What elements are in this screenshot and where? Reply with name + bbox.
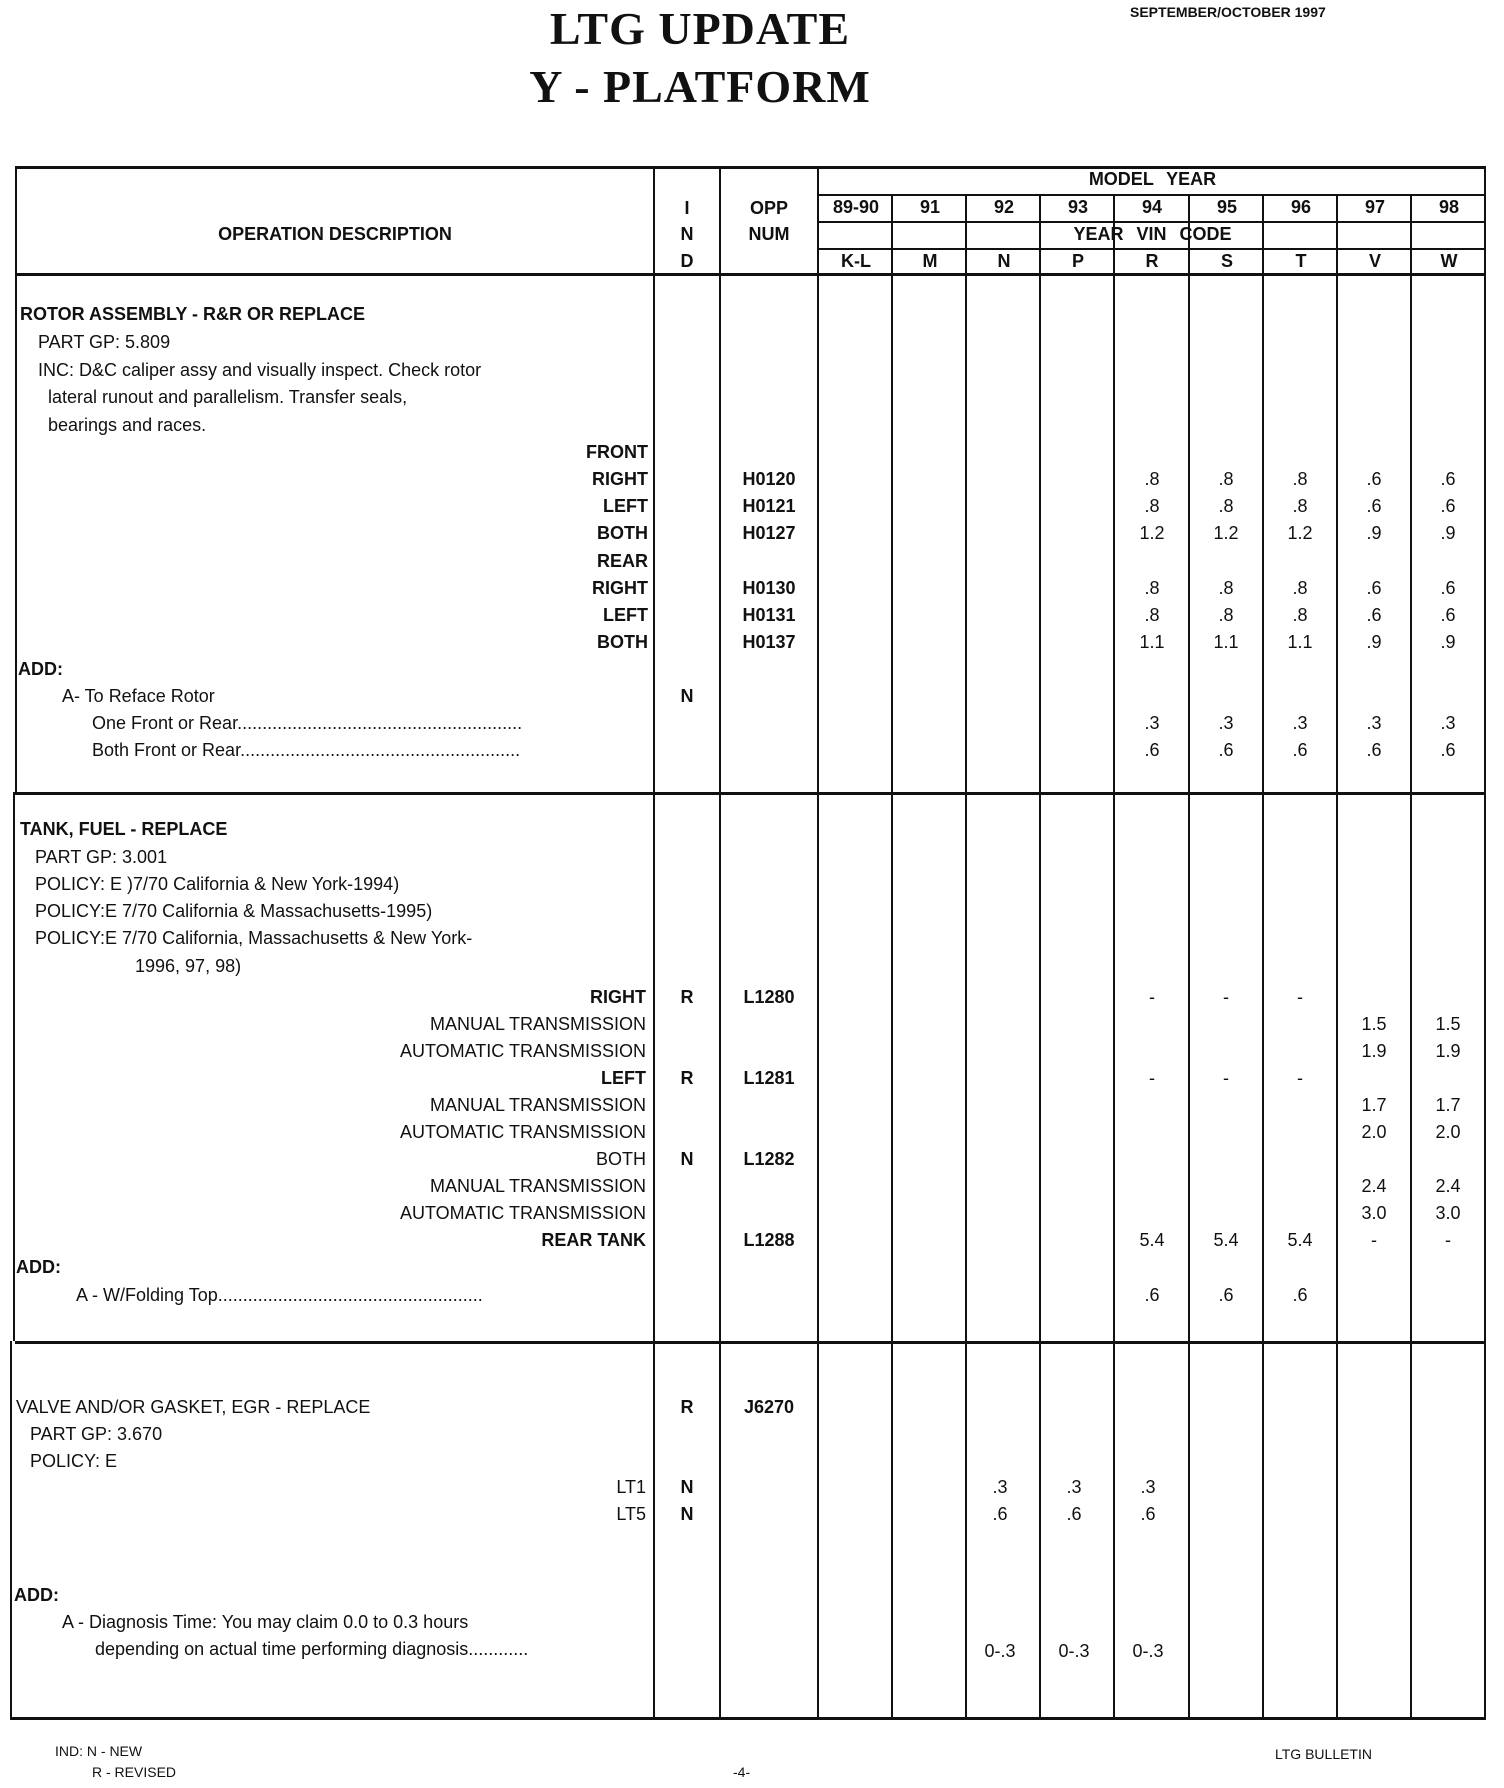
section-divider-2 xyxy=(15,1341,1486,1344)
page-number: -4- xyxy=(733,1764,751,1780)
value-cell: .6 xyxy=(992,1504,1008,1524)
col-divider-opp xyxy=(817,166,819,1719)
rotor-add-a: A- To Reface Rotor xyxy=(62,686,215,706)
year-row-divider xyxy=(819,221,1486,223)
year-92: 92 xyxy=(993,197,1015,217)
footer-ind-revised: R - REVISED xyxy=(92,1764,177,1780)
vin-t: T xyxy=(1295,251,1307,271)
value-cell: .6 xyxy=(1440,605,1456,625)
valve-add-label: ADD: xyxy=(14,1585,59,1605)
section-divider-1 xyxy=(15,792,1486,795)
tank-both-label: BOTH xyxy=(595,1149,646,1169)
value-cell: .6 xyxy=(1292,740,1308,760)
value-cell: 1.2 xyxy=(1213,523,1239,543)
value-cell: .6 xyxy=(1218,1285,1234,1305)
value-cell: .8 xyxy=(1292,496,1308,516)
value-cell: 1.7 xyxy=(1361,1095,1387,1115)
rotor-add-label: ADD: xyxy=(18,659,63,679)
value-cell: 0-.3 xyxy=(984,1641,1016,1661)
year-93: 93 xyxy=(1067,197,1089,217)
value-cell: 3.0 xyxy=(1435,1203,1461,1223)
tank-right-auto-label: AUTOMATIC TRANSMISSION xyxy=(399,1041,646,1061)
value-cell: .6 xyxy=(1440,740,1456,760)
table-left-border-2 xyxy=(13,792,15,1341)
value-cell: 5.4 xyxy=(1287,1230,1313,1250)
valve-lt1-label: LT1 xyxy=(616,1477,646,1497)
ind-header-i: I xyxy=(684,198,690,218)
value-cell: .9 xyxy=(1440,523,1456,543)
rotor-add-one: One Front or Rear......................................................... xyxy=(92,713,523,733)
rotor-add-both: Both Front or Rear........................................................ xyxy=(92,740,521,760)
value-cell: .3 xyxy=(1144,713,1160,733)
vin-r: R xyxy=(1145,251,1159,271)
value-cell: .6 xyxy=(1144,1285,1160,1305)
col-divider-8 xyxy=(1410,194,1412,1719)
col-divider-ind xyxy=(719,166,721,1719)
col-divider-7 xyxy=(1336,194,1338,1719)
rotor-inc-line1: INC: D&C caliper assy and visually inspect. Check rotor xyxy=(38,360,482,380)
value-cell: .6 xyxy=(1440,469,1456,489)
rotor-title: ROTOR ASSEMBLY - R&R OR REPLACE xyxy=(20,304,366,324)
rotor-inc-line2: lateral runout and parallelism. Transfer seals, xyxy=(48,387,408,407)
value-cell: - xyxy=(1371,1230,1377,1250)
value-cell: 2.4 xyxy=(1435,1176,1461,1196)
value-cell: .3 xyxy=(1066,1477,1082,1497)
value-cell: .3 xyxy=(1218,713,1234,733)
value-cell: .8 xyxy=(1144,605,1160,625)
valve-lt1-ind: N xyxy=(680,1477,694,1497)
valve-title: VALVE AND/OR GASKET, EGR - REPLACE xyxy=(16,1397,371,1417)
value-cell: .6 xyxy=(1366,578,1382,598)
value-cell: 0-.3 xyxy=(1132,1641,1164,1661)
tank-add-label: ADD: xyxy=(16,1257,61,1277)
rotor-rear-label: REAR xyxy=(596,551,648,571)
col-divider-6 xyxy=(1262,194,1264,1719)
table-bottom-border xyxy=(10,1717,1486,1720)
value-cell: .6 xyxy=(1066,1504,1082,1524)
value-cell: 1.5 xyxy=(1435,1014,1461,1034)
value-cell: 2.0 xyxy=(1435,1122,1461,1142)
tank-both-manual-label: MANUAL TRANSMISSION xyxy=(429,1176,646,1196)
value-cell: 1.1 xyxy=(1287,632,1313,652)
tank-policy-2: POLICY:E 7/70 California & Massachusetts-1995) xyxy=(35,901,433,921)
tank-left-ind: R xyxy=(680,1068,694,1088)
value-cell: .6 xyxy=(1440,496,1456,516)
opp-h0131: H0131 xyxy=(742,605,796,625)
value-cell: .3 xyxy=(1140,1477,1156,1497)
opp-l1280: L1280 xyxy=(743,987,795,1007)
tank-right-label: RIGHT xyxy=(590,987,646,1007)
value-cell: .6 xyxy=(1366,469,1382,489)
ind-header-n: N xyxy=(680,224,694,244)
value-cell: - xyxy=(1445,1230,1451,1250)
value-cell: .6 xyxy=(1366,740,1382,760)
num-header: NUM xyxy=(748,224,790,244)
year-98: 98 xyxy=(1438,197,1460,217)
table-right-border xyxy=(1484,166,1486,1719)
value-cell: 2.0 xyxy=(1361,1122,1387,1142)
value-cell: 1.9 xyxy=(1361,1041,1387,1061)
rotor-front-left-label: LEFT xyxy=(603,496,648,516)
model-year-header: MODEL YEAR xyxy=(1088,169,1217,189)
vin-divider xyxy=(819,248,1486,250)
value-cell: 3.0 xyxy=(1361,1203,1387,1223)
value-cell: 1.5 xyxy=(1361,1014,1387,1034)
vin-n: N xyxy=(997,251,1011,271)
year-91: 91 xyxy=(919,197,941,217)
value-cell: .6 xyxy=(1366,496,1382,516)
value-cell: .8 xyxy=(1218,605,1234,625)
value-cell: 1.7 xyxy=(1435,1095,1461,1115)
col-divider-1 xyxy=(891,194,893,1719)
value-cell: - xyxy=(1297,1068,1303,1088)
vin-k-l: K-L xyxy=(841,251,871,271)
col-divider-4 xyxy=(1113,194,1115,1719)
year-97: 97 xyxy=(1364,197,1386,217)
value-cell: .8 xyxy=(1144,496,1160,516)
value-cell: .8 xyxy=(1218,496,1234,516)
value-cell: .6 xyxy=(1440,578,1456,598)
value-cell: .8 xyxy=(1292,605,1308,625)
footer-ind-new: IND: N - NEW xyxy=(55,1743,143,1759)
value-cell: 5.4 xyxy=(1139,1230,1165,1250)
tank-rear-label: REAR TANK xyxy=(541,1230,646,1250)
valve-add-a-line2: depending on actual time performing diagnosis............ xyxy=(95,1639,529,1659)
year-vin-code-header: YEAR VIN CODE xyxy=(1073,224,1232,244)
col-divider-3 xyxy=(1039,194,1041,1719)
value-cell: .8 xyxy=(1144,578,1160,598)
value-cell: .3 xyxy=(1292,713,1308,733)
table-left-border xyxy=(15,166,17,792)
tank-left-manual-label: MANUAL TRANSMISSION xyxy=(429,1095,646,1115)
value-cell: 1.1 xyxy=(1139,632,1165,652)
tank-policy-1: POLICY: E )7/70 California & New York-1994) xyxy=(35,874,400,894)
ind-header-d: D xyxy=(680,251,694,271)
tank-left-auto-label: AUTOMATIC TRANSMISSION xyxy=(399,1122,646,1142)
opp-j6270: J6270 xyxy=(743,1397,795,1417)
value-cell: 1.1 xyxy=(1213,632,1239,652)
opp-h0127: H0127 xyxy=(742,523,796,543)
tank-policy-3: POLICY:E 7/70 California, Massachusetts & New York- xyxy=(35,928,473,948)
value-cell: .3 xyxy=(1440,713,1456,733)
rotor-front-both-label: BOTH xyxy=(597,523,648,543)
opp-h0130: H0130 xyxy=(742,578,796,598)
value-cell: .3 xyxy=(1366,713,1382,733)
value-cell: .9 xyxy=(1440,632,1456,652)
rotor-rear-both-label: BOTH xyxy=(597,632,648,652)
vin-m: M xyxy=(922,251,938,271)
valve-ind: R xyxy=(680,1397,694,1417)
footer-bulletin: LTG BULLETIN xyxy=(1275,1746,1372,1762)
value-cell: 1.2 xyxy=(1287,523,1313,543)
tank-title: TANK, FUEL - REPLACE xyxy=(20,819,228,839)
vin-p: P xyxy=(1071,251,1084,271)
value-cell: .9 xyxy=(1366,632,1382,652)
page-title-line2: Y - PLATFORM xyxy=(529,61,871,112)
value-cell: .9 xyxy=(1366,523,1382,543)
value-cell: .8 xyxy=(1292,469,1308,489)
publication-date: SEPTEMBER/OCTOBER 1997 xyxy=(1130,4,1326,20)
opp-l1282: L1282 xyxy=(743,1149,795,1169)
value-cell: .8 xyxy=(1292,578,1308,598)
value-cell: .6 xyxy=(1140,1504,1156,1524)
valve-part-gp: PART GP: 3.670 xyxy=(30,1424,163,1444)
rotor-part-gp: PART GP: 5.809 xyxy=(38,332,171,352)
col-divider-2 xyxy=(965,194,967,1719)
year-94: 94 xyxy=(1141,197,1163,217)
value-cell: 1.2 xyxy=(1139,523,1165,543)
value-cell: - xyxy=(1223,1068,1229,1088)
value-cell: 1.9 xyxy=(1435,1041,1461,1061)
value-cell: .6 xyxy=(1292,1285,1308,1305)
page-title-line1: LTG UPDATE xyxy=(549,3,851,54)
value-cell: 0-.3 xyxy=(1058,1641,1090,1661)
tank-right-ind: R xyxy=(680,987,694,1007)
vin-w: W xyxy=(1440,251,1458,271)
year-96: 96 xyxy=(1290,197,1312,217)
tank-left-label: LEFT xyxy=(601,1068,646,1088)
col-divider-5 xyxy=(1188,194,1190,1719)
year-89-90: 89-90 xyxy=(832,197,880,217)
model-year-divider xyxy=(819,194,1486,196)
year-95: 95 xyxy=(1216,197,1238,217)
value-cell: .6 xyxy=(1218,740,1234,760)
rotor-rear-left-label: LEFT xyxy=(603,605,648,625)
tank-both-auto-label: AUTOMATIC TRANSMISSION xyxy=(399,1203,646,1223)
value-cell: .6 xyxy=(1366,605,1382,625)
rotor-front-right-label: RIGHT xyxy=(592,469,648,489)
value-cell: - xyxy=(1149,987,1155,1007)
value-cell: .3 xyxy=(992,1477,1008,1497)
tank-right-manual-label: MANUAL TRANSMISSION xyxy=(429,1014,646,1034)
value-cell: 5.4 xyxy=(1213,1230,1239,1250)
opp-h0121: H0121 xyxy=(742,496,796,516)
value-cell: - xyxy=(1149,1068,1155,1088)
valve-lt5-label: LT5 xyxy=(616,1504,646,1524)
header-bottom-border xyxy=(15,273,1486,276)
tank-policy-4: 1996, 97, 98) xyxy=(135,956,242,976)
valve-policy: POLICY: E xyxy=(30,1451,118,1471)
value-cell: .8 xyxy=(1144,469,1160,489)
rotor-add-a-ind: N xyxy=(680,686,694,706)
table-left-border-3 xyxy=(10,1341,12,1719)
opp-h0137: H0137 xyxy=(742,632,796,652)
opp-h0120: H0120 xyxy=(742,469,796,489)
value-cell: .8 xyxy=(1218,578,1234,598)
vin-s: S xyxy=(1220,251,1233,271)
valve-lt5-ind: N xyxy=(680,1504,694,1524)
value-cell: .8 xyxy=(1218,469,1234,489)
rotor-inc-line3: bearings and races. xyxy=(48,415,207,435)
rotor-rear-right-label: RIGHT xyxy=(592,578,648,598)
tank-part-gp: PART GP: 3.001 xyxy=(35,847,168,867)
value-cell: .6 xyxy=(1144,740,1160,760)
tank-both-ind: N xyxy=(680,1149,694,1169)
value-cell: - xyxy=(1223,987,1229,1007)
opp-l1288: L1288 xyxy=(743,1230,795,1250)
opp-l1281: L1281 xyxy=(743,1068,795,1088)
value-cell: 2.4 xyxy=(1361,1176,1387,1196)
valve-add-a-line1: A - Diagnosis Time: You may claim 0.0 to 0.3 hours xyxy=(62,1612,469,1632)
tank-add-a: A - W/Folding Top..................................................... xyxy=(76,1285,483,1305)
vin-v: V xyxy=(1368,251,1381,271)
value-cell: - xyxy=(1297,987,1303,1007)
operation-description-header: OPERATION DESCRIPTION xyxy=(218,224,452,244)
rotor-front-label: FRONT xyxy=(586,442,648,462)
opp-header: OPP xyxy=(749,198,788,218)
